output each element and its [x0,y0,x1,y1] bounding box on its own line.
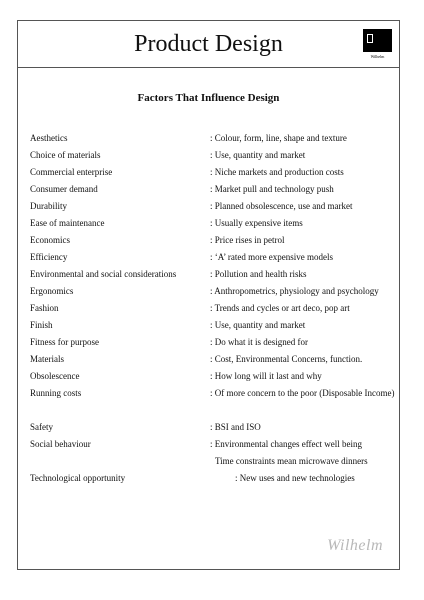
list-item [30,317,401,334]
list-item [30,453,401,470]
factor-description: : Use, quantity and market [210,150,306,160]
factor-name: Efficiency [30,252,68,262]
factor-description: : Market pull and technology push [210,184,334,194]
list-item [30,249,401,266]
signature-watermark: Wilhelm [327,537,383,554]
factor-description: : How long will it last and why [210,371,322,381]
list-item [30,198,401,215]
factor-description: : Cost, Environmental Concerns, function. [210,354,363,364]
logo-mark-icon [367,34,373,43]
list-item [30,130,401,147]
document-page [17,20,400,570]
factor-name: Ease of maintenance [30,218,105,228]
factor-description: : Price rises in petrol [210,235,285,245]
list-item [30,181,401,198]
factor-description: : Trends and cycles or art deco, pop art [210,303,350,313]
list-item [30,215,401,232]
page-title: Product Design [134,31,283,57]
factor-name: Commercial enterprise [30,167,113,177]
factor-description: : Anthropometrics, physiology and psychology [210,286,379,296]
page-header [18,21,399,68]
factor-name: Fashion [30,303,59,313]
factor-description: : Do what it is designed for [210,337,308,347]
list-item [30,283,401,300]
logo-text: Wilhelm [370,54,385,59]
list-item [30,266,401,283]
list-item [30,419,401,436]
factor-description: : Planned obsolescence, use and market [210,201,353,211]
factor-description: : Environmental changes effect well being [210,439,363,449]
factor-description: : Niche markets and production costs [210,167,344,177]
list-item [30,300,401,317]
list-item [30,334,401,351]
factor-description: : Colour, form, line, shape and texture [210,133,347,143]
factor-name: Economics [30,235,70,245]
factor-description: : New uses and new technologies [235,473,355,483]
factor-name: Obsolescence [30,371,80,381]
factor-description: : Use, quantity and market [210,320,306,330]
list-item [30,385,401,419]
factors-list [30,130,401,487]
factor-name: Finish [30,320,53,330]
factor-name: Materials [30,354,64,364]
factor-name: Choice of materials [30,150,101,160]
factor-name: Consumer demand [30,184,98,194]
list-item [30,164,401,181]
list-item [30,470,401,487]
logo [363,29,392,59]
factor-description: : Of more concern to the poor (Disposable Income) [210,388,395,398]
factor-description: : ‘A’ rated more expensive models [210,252,334,262]
factor-name: Technological opportunity [30,473,126,483]
list-item [30,232,401,249]
list-item [30,351,401,368]
list-item [30,368,401,385]
factor-name: Aesthetics [30,133,68,143]
factor-description: : BSI and ISO [210,422,261,432]
factor-description: : Usually expensive items [210,218,303,228]
factor-name: Environmental and social considerations [30,269,177,279]
factor-description: Time constraints mean microwave dinners [215,456,368,466]
list-item [30,147,401,164]
factor-name: Social behaviour [30,439,91,449]
factor-name: Ergonomics [30,286,74,296]
factor-description: : Pollution and health risks [210,269,307,279]
factor-name: Fitness for purpose [30,337,99,347]
section-heading: Factors That Influence Design [137,92,280,104]
factor-name: Durability [30,201,67,211]
list-item [30,436,401,453]
factor-name: Running costs [30,388,82,398]
factor-name: Safety [30,422,53,432]
